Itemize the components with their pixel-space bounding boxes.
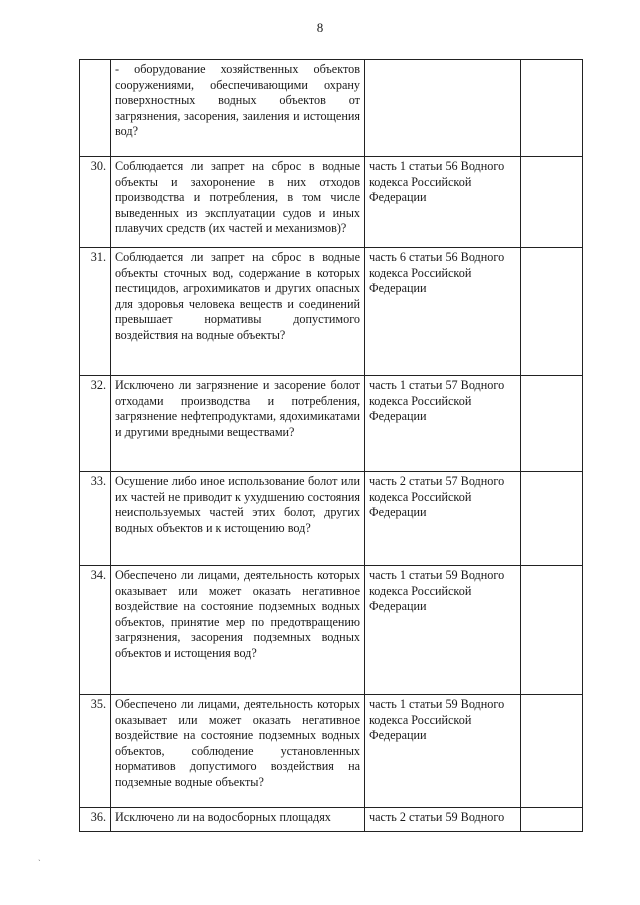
table-row	[80, 695, 583, 808]
row-number-cell: 33.	[80, 472, 111, 566]
law-reference-cell: часть 1 статьи 59 Водного кодекса Российской Федерации	[365, 566, 521, 695]
inspection-checklist-table	[79, 59, 583, 832]
row-number-cell: 31.	[80, 248, 111, 376]
table-row	[80, 248, 583, 376]
law-reference-cell	[365, 60, 521, 157]
row-number-cell: 34.	[80, 566, 111, 695]
empty-cell	[521, 472, 583, 566]
empty-cell	[521, 566, 583, 695]
question-cell: Обеспечено ли лицами, деятельность которых оказывает или может оказать негативное воздействие на состояние подземных водных объектов, соблюдение установленных нормативов допустимого воздействия на подземные водные объекты?	[111, 695, 365, 808]
law-reference-cell: часть 6 статьи 56 Водного кодекса Российской Федерации	[365, 248, 521, 376]
law-reference-cell: часть 2 статьи 59 Водного	[365, 808, 521, 832]
empty-cell	[521, 808, 583, 832]
empty-cell	[521, 60, 583, 157]
row-number-cell: 30.	[80, 157, 111, 248]
law-reference-cell: часть 1 статьи 57 Водного кодекса Российской Федерации	[365, 376, 521, 472]
empty-cell	[521, 695, 583, 808]
question-cell: Соблюдается ли запрет на сброс в водные объекты и захоронение в них отходов производства и потребления, в том числе выведенных из эксплуатации судов и иных плавучих средств (их частей и механизмов)?	[111, 157, 365, 248]
table-row	[80, 808, 583, 832]
question-cell: Обеспечено ли лицами, деятельность которых оказывает или может оказать негативное воздействие на состояние подземных водных объектов, принятие мер по предотвращению загрязнения, засорения подземных водных объектов и истощения вод?	[111, 566, 365, 695]
table-row	[80, 157, 583, 248]
row-number-cell: 35.	[80, 695, 111, 808]
law-reference-cell: часть 1 статьи 59 Водного кодекса Российской Федерации	[365, 695, 521, 808]
law-reference-cell: часть 1 статьи 56 Водного кодекса Российской Федерации	[365, 157, 521, 248]
question-cell: Соблюдается ли запрет на сброс в водные объекты сточных вод, содержание в которых пестицидов, агрохимикатов и других опасных для здоровья человека веществ и соединений превышает нормативы допустимого воздействия на водные объекты?	[111, 248, 365, 376]
table-row	[80, 60, 583, 157]
row-number-cell: 36.	[80, 808, 111, 832]
empty-cell	[521, 376, 583, 472]
table-row	[80, 472, 583, 566]
empty-cell	[521, 157, 583, 248]
row-number-cell: 32.	[80, 376, 111, 472]
row-number-cell	[80, 60, 111, 157]
law-reference-cell: часть 2 статьи 57 Водного кодекса Российской Федерации	[365, 472, 521, 566]
table-row	[80, 376, 583, 472]
question-cell: Осушение либо иное использование болот или их частей не приводит к ухудшению состояния неиспользуемых частей этих болот, других водных объектов и к истощению вод?	[111, 472, 365, 566]
page-number: 8	[316, 20, 324, 35]
question-cell: Исключено ли загрязнение и засорение болот отходами производства и потребления, загрязнение нефтепродуктами, ядохимикатами и другими вредными веществами?	[111, 376, 365, 472]
empty-cell	[521, 248, 583, 376]
table-row	[80, 566, 583, 695]
question-cell: Исключено ли на водосборных площадях	[111, 808, 365, 832]
scan-mark: ˏ	[38, 852, 41, 861]
question-cell: - оборудование хозяйственных объектов сооружениями, обеспечивающими охрану поверхностных водных объектов от загрязнения, засорения, заиления и истощения вод?	[111, 60, 365, 157]
